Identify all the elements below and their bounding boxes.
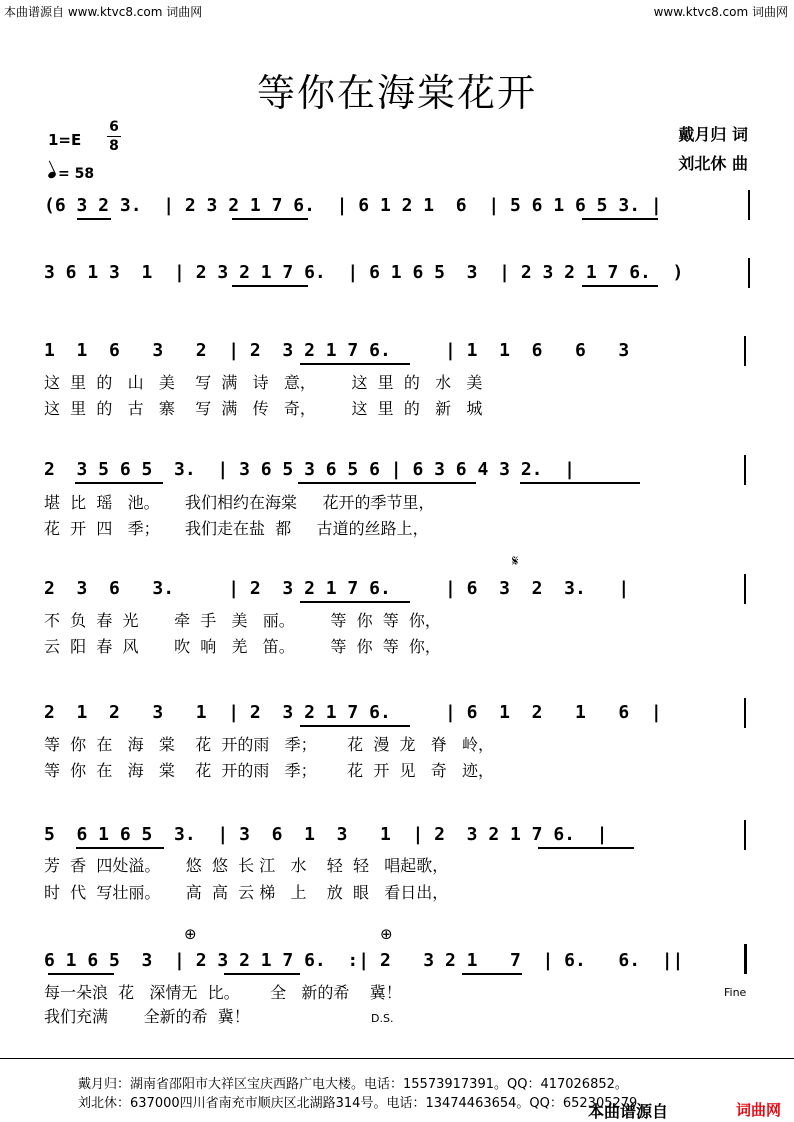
beam: [538, 847, 634, 849]
composer: 刘北休 曲: [678, 154, 748, 173]
beam: [232, 218, 308, 220]
footer-line-1: 戴月归：湖南省邵阳市大祥区宝庆西路广电大楼。电话：15573917391。QQ：417026852。: [78, 1077, 628, 1092]
barline: [744, 455, 746, 485]
score-line-3: 1 1 6 3 2 | 2 3 2 1 7 6. | 1 1 6 6 3: [44, 340, 630, 361]
beam: [232, 285, 308, 287]
time-sig-bottom: 8: [109, 138, 119, 154]
beam: [300, 363, 410, 365]
beam: [582, 218, 658, 220]
beam: [48, 973, 114, 975]
tempo-value: = 58: [58, 166, 95, 182]
lyrics-8-verse1: 每一朵浪 花 深情无 比。 全 新的希 冀！: [44, 983, 402, 1002]
beam: [462, 973, 522, 975]
fine-mark: Fine: [724, 986, 747, 999]
beam: [224, 973, 300, 975]
segno-icon: 𝄋: [512, 552, 519, 570]
watermark-right: www.ktvc8.com 词曲网: [653, 5, 788, 19]
beam: [300, 601, 410, 603]
score-line-4: 2 3 5 6 5 3. | 3 6 5 3 6 5 6 | 6 3 6 4 3 2. |: [44, 459, 576, 480]
lyrics-8-verse2: 我们充满 全新的希 冀！: [44, 1007, 250, 1026]
tempo-marking: [48, 166, 94, 182]
key-signature: 1=E: [48, 131, 82, 149]
lyricist: 戴月归 词: [678, 125, 748, 144]
quarter-note-icon: [47, 171, 57, 180]
final-barline: [744, 944, 747, 974]
lyrics-7-verse1: 芳 香 四处溢。 悠 悠 长 江 水 轻 轻 唱起歌，: [44, 856, 449, 875]
beam: [582, 285, 658, 287]
lyrics-6-verse1: 等 你 在 海 棠 花 开的雨 季； 花 漫 龙 脊 岭，: [44, 735, 495, 754]
lyrics-5-verse2: 云 阳 春 风 吹 响 羌 笛。 等 你 等 你，: [44, 637, 441, 656]
footer-line-2: 刘北休：637000四川省南充市顺庆区北湖路314号。电话：13474463654。QQ：652305279: [78, 1096, 638, 1111]
lyrics-7-verse2: 时 代 写壮丽。 高 高 云 梯 上 放 眼 看日出，: [44, 883, 449, 902]
score-line-2: 3 6 1 3 1 | 2 3 2 1 7 6. | 6 1 6 5 3 | 2 3 2 1 7 6. ): [44, 262, 684, 283]
barline: [744, 336, 746, 366]
beam: [77, 218, 111, 220]
site-logo-brand: 词曲网: [736, 1101, 782, 1119]
score-line-5: 2 3 6 3. | 2 3 2 1 7 6. | 6 3 2 3. |: [44, 578, 630, 599]
beam: [520, 482, 640, 484]
lyrics-4-verse1: 堪 比 瑶 池。 我们相约在海棠 花开的季节里，: [44, 493, 435, 512]
score-line-7: 5 6 1 6 5 3. | 3 6 1 3 1 | 2 3 2 1 7 6. |: [44, 824, 608, 845]
lyrics-5-verse1: 不 负 春 光 牵 手 美 丽。 等 你 等 你，: [44, 611, 441, 630]
beam: [75, 482, 163, 484]
lyrics-6-verse2: 等 你 在 海 棠 花 开的雨 季； 花 开 见 奇 迹，: [44, 761, 495, 780]
barline: [748, 258, 750, 288]
coda-icon-2: ⊕: [380, 925, 393, 943]
score-line-1: (6 3 2 3. | 2 3 2 1 7 6. | 6 1 2 1 6 | 5 6 1 6 5 3. |: [44, 195, 662, 216]
beam: [300, 725, 410, 727]
score-line-6: 2 1 2 3 1 | 2 3 2 1 7 6. | 6 1 2 1 6 |: [44, 702, 662, 723]
footer-divider: [0, 1058, 794, 1059]
beam: [76, 847, 164, 849]
lyrics-3-verse2: 这 里 的 古 寨 写 满 传 奇， 这 里 的 新 城: [44, 399, 483, 418]
score-line-8: 6 1 6 5 3 | 2 3 2 1 7 6. :| 2 3 2 1 7 | 6. 6. ||: [44, 950, 684, 971]
song-title: 等你在海棠花开: [256, 71, 537, 115]
ds-mark: D.S.: [371, 1012, 394, 1025]
site-logo-text: 本曲谱源自: [588, 1102, 669, 1121]
lyrics-4-verse2: 花 开 四 季； 我们走在盐 都 古道的丝路上，: [44, 519, 429, 538]
barline: [744, 820, 746, 850]
barline: [748, 190, 750, 220]
lyrics-3-verse1: 这 里 的 山 美 写 满 诗 意， 这 里 的 水 美: [44, 373, 483, 392]
barline: [744, 698, 746, 728]
barline: [744, 574, 746, 604]
time-signature: [107, 119, 121, 154]
watermark-left: 本曲谱源自 www.ktvc8.com 词曲网: [4, 5, 203, 19]
beam: [298, 482, 476, 484]
credits: [678, 120, 748, 178]
coda-icon-1: ⊕: [184, 925, 197, 943]
time-sig-top: 6: [109, 119, 119, 135]
